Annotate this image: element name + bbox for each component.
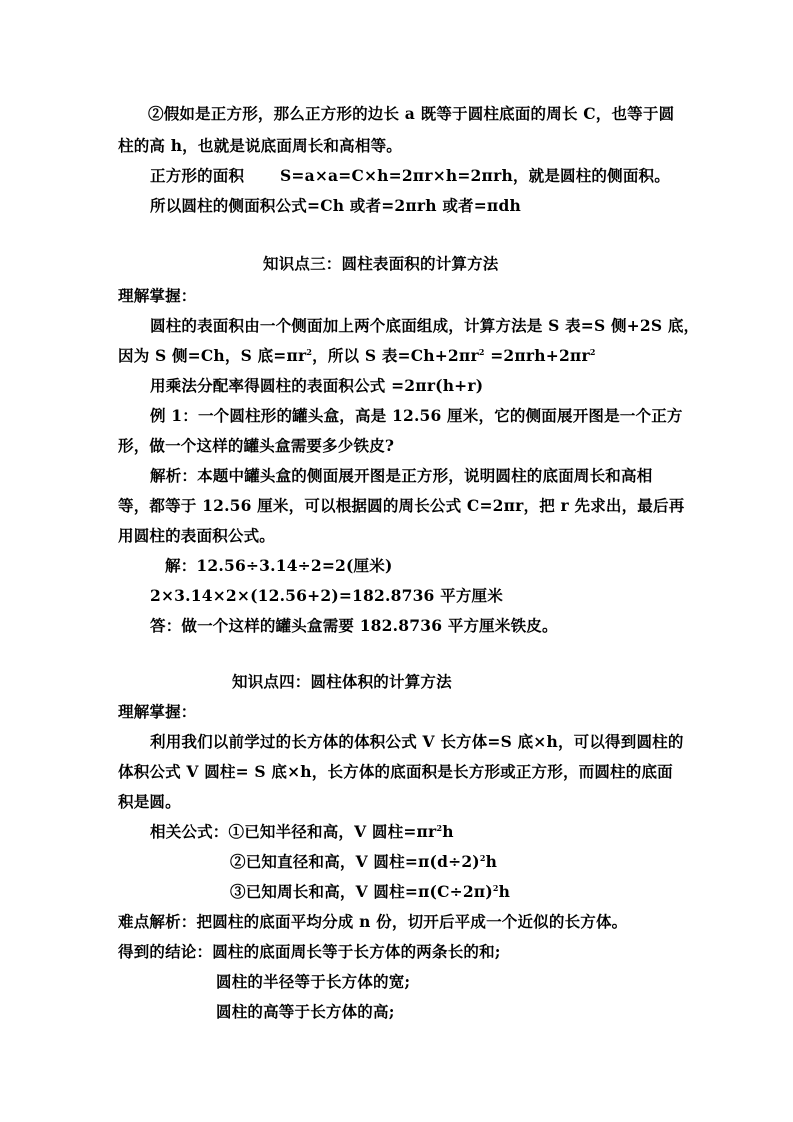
volume-formula-circumference	[230, 884, 510, 900]
height-symbol: h	[485, 852, 498, 871]
analysis-line-3: 用圆柱的表面积公式。	[118, 526, 276, 545]
difficulty-analysis: 难点解析：把圆柱的底面平均分成 n 份，切开后平成一个近似的长方体。	[118, 912, 628, 931]
surface-area-understand-label: 理解掌握：	[118, 286, 197, 305]
surface-area-distributive-formula: 用乘法分配率得圆柱的表面积公式 =2πr(h+r)	[150, 376, 484, 395]
square-area-label: 正方形的面积	[150, 166, 245, 185]
height-symbol: h	[498, 882, 511, 901]
solution-line-2: 2×3.14×2×(12.56+2)=182.8736 平方厘米	[150, 586, 503, 605]
superscript-square: 2	[436, 822, 443, 833]
lateral-area-formula-summary: 所以圆柱的侧面积公式=Ch 或者=2πrh 或者=πdh	[150, 196, 521, 215]
superscript-square: 2	[306, 346, 313, 357]
superscript-square: 2	[479, 852, 486, 863]
example-1-line-2: 形，做一个这样的罐头盒需要多少铁皮?	[118, 436, 395, 455]
superscript-square: 2	[589, 346, 596, 357]
analysis-line-2: 等，都等于 12.56 厘米，可以根据圆的周长公式 C=2πr，把 r 先求出，最后再	[118, 496, 685, 515]
lateral-area-paragraph-line-1: ②假如是正方形，那么正方形的边长 a 既等于圆柱底面的周长 C，也等于圆	[148, 104, 675, 123]
volume-formula-radius-text: 相关公式：①已知半径和高，V 圆柱=πr	[150, 822, 437, 841]
surface-area-expression-part-1: ，所以 S 表=Ch+2πr	[312, 346, 479, 365]
conclusion-line-1: 得到的结论：圆柱的底面周长等于长方体的两条长的和;	[118, 942, 501, 961]
superscript-square: 2	[492, 882, 499, 893]
volume-formula-diameter-text: ②已知直径和高，V 圆柱=π(d÷2)	[230, 852, 480, 871]
analysis-line-1: 解析：本题中罐头盒的侧面展开图是正方形，说明圆柱的底面周长和高相	[150, 466, 653, 485]
conclusion-line-3: 圆柱的高等于长方体的高;	[216, 1002, 395, 1021]
volume-formula-diameter	[230, 854, 497, 870]
volume-paragraph-line-3: 积是圆。	[118, 792, 181, 811]
volume-heading: 知识点四：圆柱体积的计算方法	[232, 672, 452, 691]
conclusion-line-2: 圆柱的半径等于长方体的宽;	[216, 972, 411, 991]
volume-paragraph-line-2: 体积公式 V 圆柱= S 底×h，长方体的底面积是长方形或正方形，而圆柱的底面	[118, 762, 673, 781]
surface-area-paragraph-line-2	[118, 348, 596, 364]
volume-formula-circumference-text: ③已知周长和高，V 圆柱=π(C÷2π)	[230, 882, 493, 901]
lateral-area-paragraph-line-2: 柱的高 h，也就是说底面周长和高相等。	[118, 136, 402, 155]
volume-paragraph-line-1: 利用我们以前学过的长方体的体积公式 V 长方体=S 底×h，可以得到圆柱的	[150, 732, 684, 751]
surface-area-paragraph-line-1: 圆柱的表面积由一个侧面加上两个底面组成，计算方法是 S 表=S 侧+2S 底，	[150, 316, 700, 335]
example-1-line-1: 例 1：一个圆柱形的罐头盒，高是 12.56 厘米，它的侧面展开图是一个正方	[150, 406, 683, 425]
volume-formula-radius	[150, 824, 454, 840]
lateral-and-base-definition: 因为 S 侧=Ch，S 底=πr	[118, 346, 307, 365]
solution-line-1: 解：12.56÷3.14÷2=2(厘米)	[165, 556, 393, 575]
surface-area-heading: 知识点三：圆柱表面积的计算方法	[263, 254, 499, 273]
surface-area-expression-part-2: =2πrh+2πr	[484, 346, 590, 365]
answer-line: 答：做一个这样的罐头盒需要 182.8736 平方厘米铁皮。	[150, 616, 558, 635]
square-area-formula: S=a×a=C×h=2πr×h=2πrh，就是圆柱的侧面积。	[280, 166, 670, 185]
superscript-square: 2	[478, 346, 485, 357]
height-symbol: h	[442, 822, 454, 841]
volume-understand-label: 理解掌握：	[118, 702, 197, 721]
